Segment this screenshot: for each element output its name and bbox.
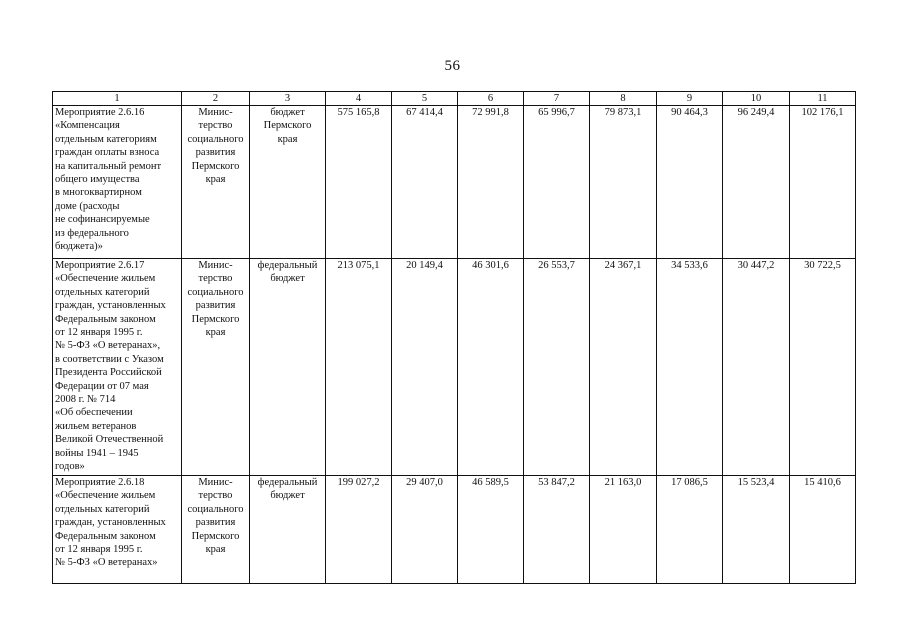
amount-cell: 20 149,4 — [392, 259, 458, 476]
amount-cell: 30 447,2 — [723, 259, 790, 476]
column-header: 5 — [392, 92, 458, 106]
amount-cell: 72 991,8 — [458, 106, 524, 259]
amount-cell: 34 533,6 — [657, 259, 723, 476]
column-header: 10 — [723, 92, 790, 106]
budget-table — [52, 91, 856, 584]
amount-cell: 102 176,1 — [790, 106, 856, 259]
activity-name: Мероприятие 2.6.18 «Обеспечение жильем отдельных категорий граждан, установленных Федеральным законом от 12 января 1995 г. № 5-ФЗ «О ветеранах» — [55, 477, 166, 569]
column-header: 7 — [524, 92, 590, 106]
amount-cell: 90 464,3 — [657, 106, 723, 259]
column-header: 6 — [458, 92, 524, 106]
column-header: 8 — [590, 92, 657, 106]
amount-cell: 46 589,5 — [458, 476, 524, 584]
amount-cell: 53 847,2 — [524, 476, 590, 584]
amount-cell: 46 301,6 — [458, 259, 524, 476]
amount-cell: 15 410,6 — [790, 476, 856, 584]
table-row — [53, 259, 856, 476]
amount-cell: 213 075,1 — [326, 259, 392, 476]
table-row — [53, 106, 856, 259]
table-header-row — [53, 92, 856, 106]
table-row — [53, 476, 856, 584]
column-header: 4 — [326, 92, 392, 106]
funding-source: бюджет Пермского края — [263, 107, 312, 145]
amount-cell: 65 996,7 — [524, 106, 590, 259]
amount-cell: 199 027,2 — [326, 476, 392, 584]
amount-cell: 575 165,8 — [326, 106, 392, 259]
amount-cell: 79 873,1 — [590, 106, 657, 259]
column-header: 1 — [53, 92, 182, 106]
column-header: 2 — [182, 92, 250, 106]
amount-cell: 67 414,4 — [392, 106, 458, 259]
page-number: 56 — [444, 58, 461, 74]
activity-name: Мероприятие 2.6.17 «Обеспечение жильем отдельных категорий граждан, установленных Федеральным законом от 12 января 1995 г. № 5-ФЗ «О ветеранах», в соответствии с Указом Президента Российской Федерации от 07 мая 2008 г. № 714 «Об обеспечении жильем ветеранов Великой Отечественной войны 1941 – 1945 годов» — [55, 260, 166, 473]
amount-cell: 24 367,1 — [590, 259, 657, 476]
amount-cell: 15 523,4 — [723, 476, 790, 584]
amount-cell: 17 086,5 — [657, 476, 723, 584]
amount-cell: 30 722,5 — [790, 259, 856, 476]
amount-cell: 21 163,0 — [590, 476, 657, 584]
amount-cell: 96 249,4 — [723, 106, 790, 259]
activity-name: Мероприятие 2.6.16 «Компенсация отдельным категориям граждан оплаты взноса на капитальный ремонт общего имущества в многоквартирном доме (расходы не софинансируемые из федерального бюджета)» — [55, 107, 162, 253]
executor: Минис- терство социального развития Пермского края — [187, 107, 244, 186]
executor: Минис- терство социального развития Пермского края — [187, 260, 244, 339]
column-header: 11 — [790, 92, 856, 106]
funding-source: федеральный бюджет — [257, 260, 318, 285]
amount-cell: 26 553,7 — [524, 259, 590, 476]
funding-source: федеральный бюджет — [257, 477, 318, 502]
amount-cell: 29 407,0 — [392, 476, 458, 584]
executor: Минис- терство социального развития Пермского края — [187, 477, 244, 556]
column-header: 9 — [657, 92, 723, 106]
column-header: 3 — [250, 92, 326, 106]
